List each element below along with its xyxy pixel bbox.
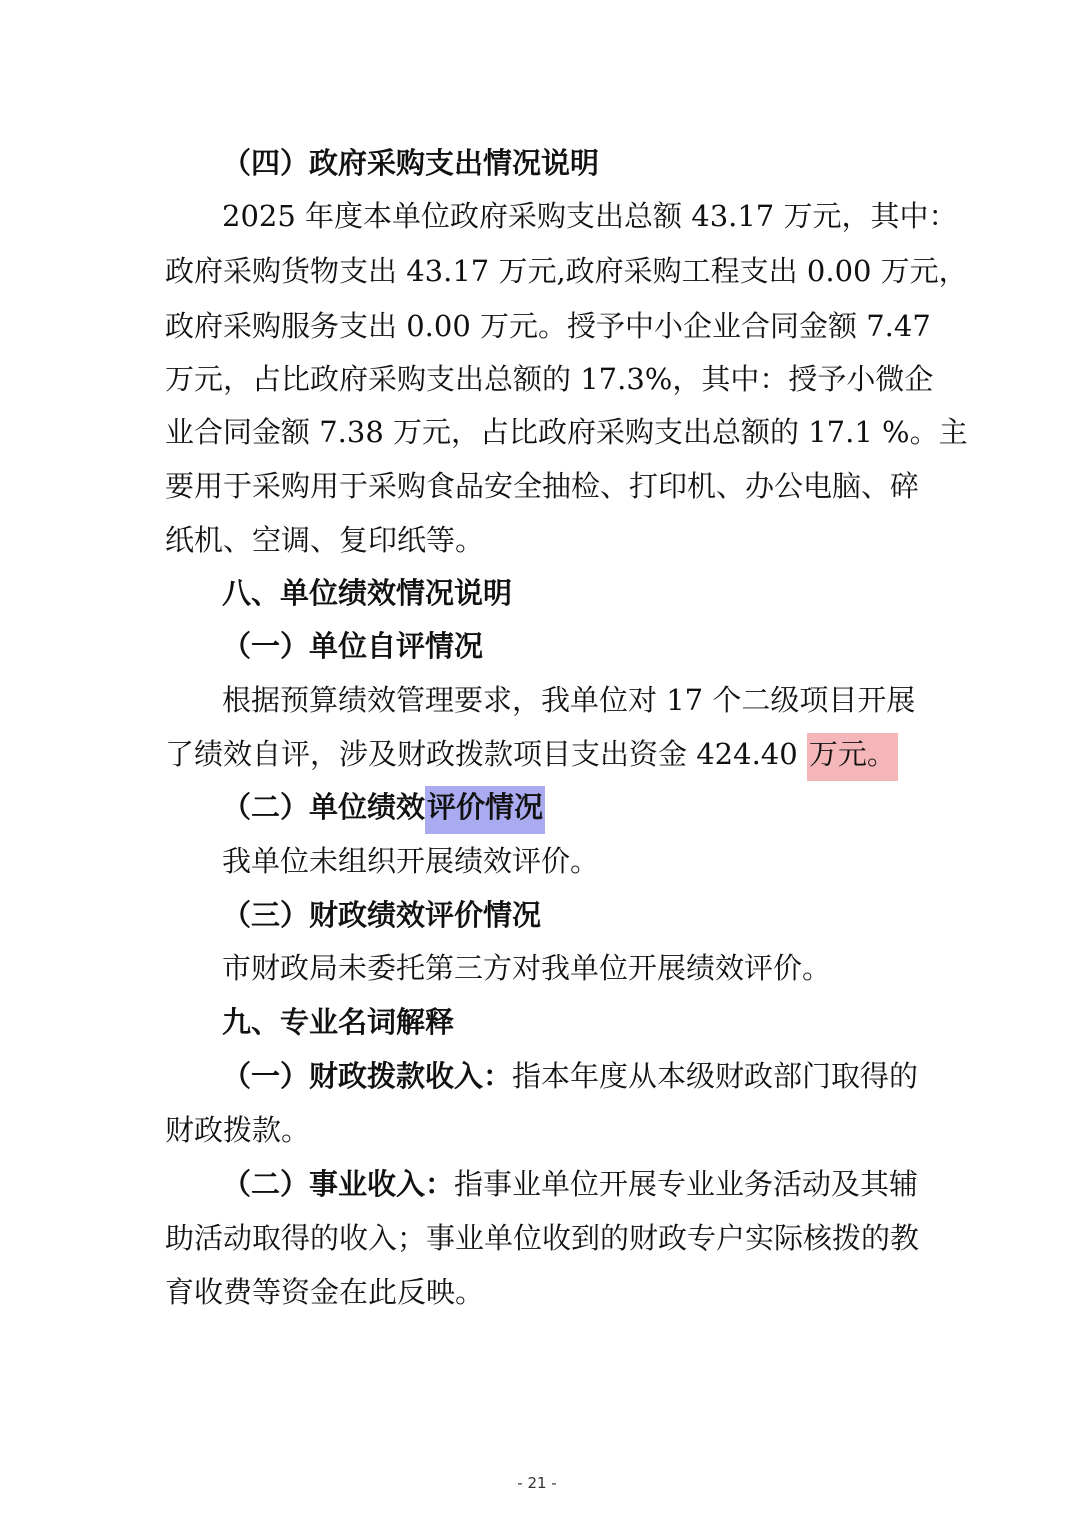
- paragraph-line: 助活动取得的收入；事业单位收到的财政专户实际核拨的教: [165, 1221, 920, 1255]
- section-heading-glossary: 九、专业名词解释: [222, 1005, 455, 1039]
- paragraph-line: 政府采购货物支出 43.17 万元,政府采购工程支出 0.00 万元，: [165, 254, 968, 288]
- paragraph-line: 业合同金额 7.38 万元，占比政府采购支出总额的 17.1 %。主: [165, 415, 968, 449]
- paragraph-line: 纸机、空调、复印纸等。: [165, 523, 485, 557]
- blue-highlight: 评价情况: [425, 786, 545, 834]
- section-heading-procurement: （四）政府采购支出情况说明: [222, 146, 600, 180]
- paragraph-line-highlighted: [165, 734, 910, 774]
- paragraph-line: 政府采购服务支出 0.00 万元。授予中小企业合同金额 7.47: [165, 309, 931, 343]
- subsection-heading-unit-evaluation: [222, 787, 910, 827]
- paragraph-line: 要用于采购用于采购食品安全抽检、打印机、办公电脑、碎: [165, 469, 920, 503]
- paragraph-line: 财政拨款。: [165, 1113, 311, 1147]
- term-definition: 指事业单位开展专业业务活动及其辅: [454, 1167, 919, 1201]
- section-heading-performance: 八、单位绩效情况说明: [222, 576, 513, 610]
- paragraph-line: 万元，占比政府采购支出总额的 17.3%，其中：授予小微企: [165, 362, 934, 396]
- heading-text: （二）单位绩效: [222, 790, 426, 824]
- paragraph-line: 我单位未组织开展绩效评价。: [222, 844, 600, 878]
- glossary-term-line: [222, 1056, 919, 1096]
- page-number: - 21 -: [517, 1474, 557, 1492]
- term-definition: 指本年度从本级财政部门取得的: [512, 1059, 919, 1093]
- paragraph-line: 市财政局未委托第三方对我单位开展绩效评价。: [222, 951, 832, 985]
- paragraph-line: 育收费等资金在此反映。: [165, 1275, 485, 1309]
- subsection-heading-self-evaluation: （一）单位自评情况: [222, 629, 484, 663]
- pink-highlight: 万元。: [807, 733, 898, 781]
- subsection-heading-fiscal-evaluation: （三）财政绩效评价情况: [222, 898, 542, 932]
- paragraph-text: 了绩效自评，涉及财政拨款项目支出资金 424.40: [165, 737, 807, 771]
- term-label: （一）财政拨款收入：: [222, 1059, 513, 1093]
- term-label: （二）事业收入：: [222, 1167, 455, 1201]
- paragraph-line: 根据预算绩效管理要求，我单位对 17 个二级项目开展: [222, 683, 916, 717]
- glossary-term-line: [222, 1164, 919, 1204]
- paragraph-line: 2025 年度本单位政府采购支出总额 43.17 万元，其中：: [222, 199, 958, 233]
